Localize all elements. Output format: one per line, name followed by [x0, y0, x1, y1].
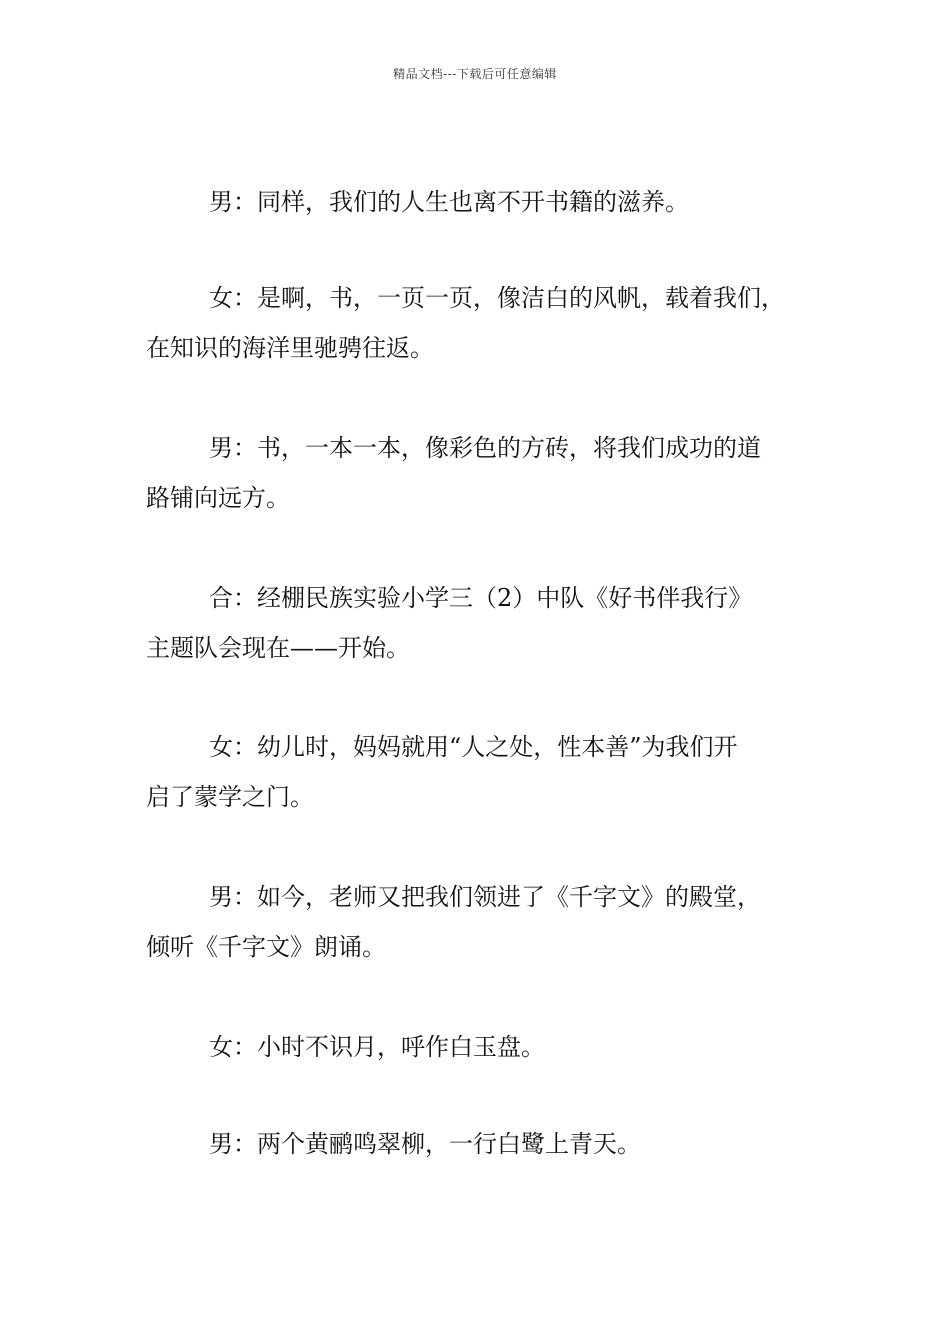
paragraph-line: 男：两个黄鹂鸣翠柳，一行白鹭上青天。 [209, 1130, 641, 1158]
paragraph-line: 女：是啊，书，一页一页，像洁白的风帆，载着我们， [209, 284, 785, 312]
paragraph-line: 倾听《千字文》朗诵。 [146, 933, 386, 961]
dialogue-paragraph [146, 1119, 830, 1169]
paragraph-line: 合：经棚民族实验小学三（2）中队《好书伴我行》 [209, 584, 753, 612]
paragraph-line: 男：如今，老师又把我们领进了《千字文》的殿堂， [209, 883, 761, 911]
page-header: 精品文档---下载后可任意编辑 [393, 67, 557, 81]
dialogue-paragraph [146, 573, 830, 673]
paragraph-line: 男：同样，我们的人生也离不开书籍的滋养。 [209, 188, 689, 216]
paragraph-line: 主题队会现在——开始。 [146, 634, 410, 662]
paragraph-line: 在知识的海洋里驰骋往返。 [146, 334, 434, 362]
dialogue-paragraph [146, 423, 830, 523]
paragraph-line: 女：幼儿时，妈妈就用“人之处，性本善”为我们开 [209, 733, 738, 761]
dialogue-paragraph [146, 1022, 830, 1072]
dialogue-paragraph [146, 722, 830, 822]
paragraph-line: 男：书，一本一本，像彩色的方砖，将我们成功的道 [209, 434, 761, 462]
paragraph-line: 女：小时不识月，呼作白玉盘。 [209, 1033, 545, 1061]
paragraph-line: 路铺向远方。 [146, 484, 290, 512]
dialogue-paragraph [146, 273, 830, 373]
dialogue-paragraph [146, 872, 830, 972]
dialogue-paragraph [146, 177, 830, 227]
paragraph-line: 启了蒙学之门。 [146, 783, 314, 811]
